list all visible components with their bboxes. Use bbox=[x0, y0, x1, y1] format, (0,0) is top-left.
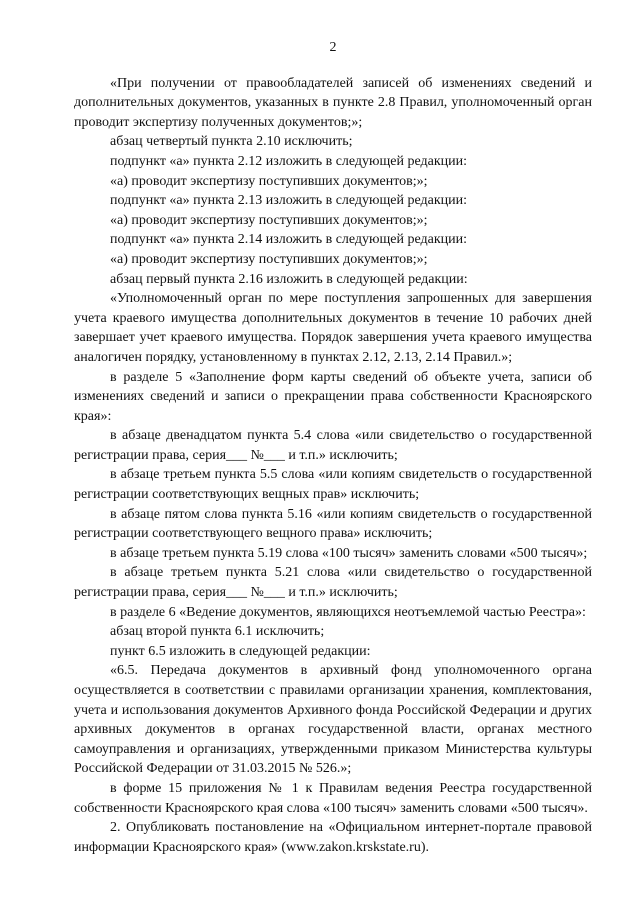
paragraph: «Уполномоченный орган по мере поступления запрошенных для завершения учета краевого имущества дополнительных документов в течение 10 рабочих дней завершает учет краевого имущества. Порядок завершения учета краевого имущества аналогичен порядку, установленному в пунктах 2.12, 2.13, 2.14 Правил.»; bbox=[74, 291, 592, 365]
paragraph: 2. Опубликовать постановление на «Официальном интернет-портале правовой информации Красноярского края» (www.zakon.krskstate.ru). bbox=[74, 820, 592, 855]
paragraph: в абзаце пятом слова пункта 5.16 «или копиям свидетельств о государственной регистрации соответствующего вещного права» исключить; bbox=[74, 506, 592, 542]
page-number: 2 bbox=[329, 40, 337, 55]
paragraph: подпункт «а» пункта 2.12 изложить в следующей редакции: bbox=[110, 153, 468, 169]
paragraph: в абзаце третьем пункта 5.19 слова «100 тысяч» заменить словами «500 тысяч»; bbox=[110, 545, 588, 561]
paragraph: в разделе 5 «Заполнение форм карты сведений об объекте учета, записи об изменениях сведений и записи о прекращении права собственности Красноярского края»: bbox=[74, 369, 592, 424]
paragraph: абзац первый пункта 2.16 изложить в следующей редакции: bbox=[110, 271, 468, 287]
paragraph: в абзаце двенадцатом пункта 5.4 слова «или свидетельство о государственной регистрации права, серия___ №___ и т.п.» исключить; bbox=[74, 428, 592, 463]
paragraph: в разделе 6 «Ведение документов, являющихся неотъемлемой частью Реестра»: bbox=[110, 604, 586, 620]
paragraph: подпункт «а» пункта 2.13 изложить в следующей редакции: bbox=[110, 193, 468, 209]
paragraph: «а) проводит экспертизу поступивших документов;»; bbox=[110, 173, 428, 189]
paragraph: подпункт «а» пункта 2.14 изложить в следующей редакции: bbox=[110, 232, 468, 248]
paragraph: «а) проводит экспертизу поступивших документов;»; bbox=[110, 251, 428, 267]
paragraph: пункт 6.5 изложить в следующей редакции: bbox=[110, 643, 371, 659]
paragraph: в форме 15 приложения № 1 к Правилам ведения Реестра государственной собственности Красноярского края слова «100 тысяч» заменить словами «500 тысяч». bbox=[74, 780, 592, 816]
paragraph: «При получении от правообладателей записей об изменениях сведений и дополнительных документов, указанных в пункте 2.8 Правил, уполномоченный орган проводит экспертизу полученных документов;»; bbox=[74, 75, 592, 130]
paragraph: «а) проводит экспертизу поступивших документов;»; bbox=[110, 212, 428, 228]
paragraph: в абзаце третьем пункта 5.5 слова «или копиям свидетельств о государственной регистрации соответствующих вещных прав» исключить; bbox=[74, 467, 592, 503]
paragraph: абзац четвертый пункта 2.10 исключить; bbox=[110, 134, 353, 150]
paragraph: в абзаце третьем пункта 5.21 слова «или свидетельство о государственной регистрации права, серия___ №___ и т.п.» исключить; bbox=[74, 565, 592, 601]
paragraph: «6.5. Передача документов в архивный фонд уполномоченного органа осуществляется в соответствии с правилами организации хранения, комплектования, учета и использования документов Архивного фонда Российской Федерации и других архивных документов в органах государственной власти, органах местного самоуправления и организациях, утвержденными приказом Министерства культуры Российской Федерации от 31.03.2015 № 526.»; bbox=[74, 663, 592, 777]
paragraph: абзац второй пункта 6.1 исключить; bbox=[110, 624, 325, 640]
